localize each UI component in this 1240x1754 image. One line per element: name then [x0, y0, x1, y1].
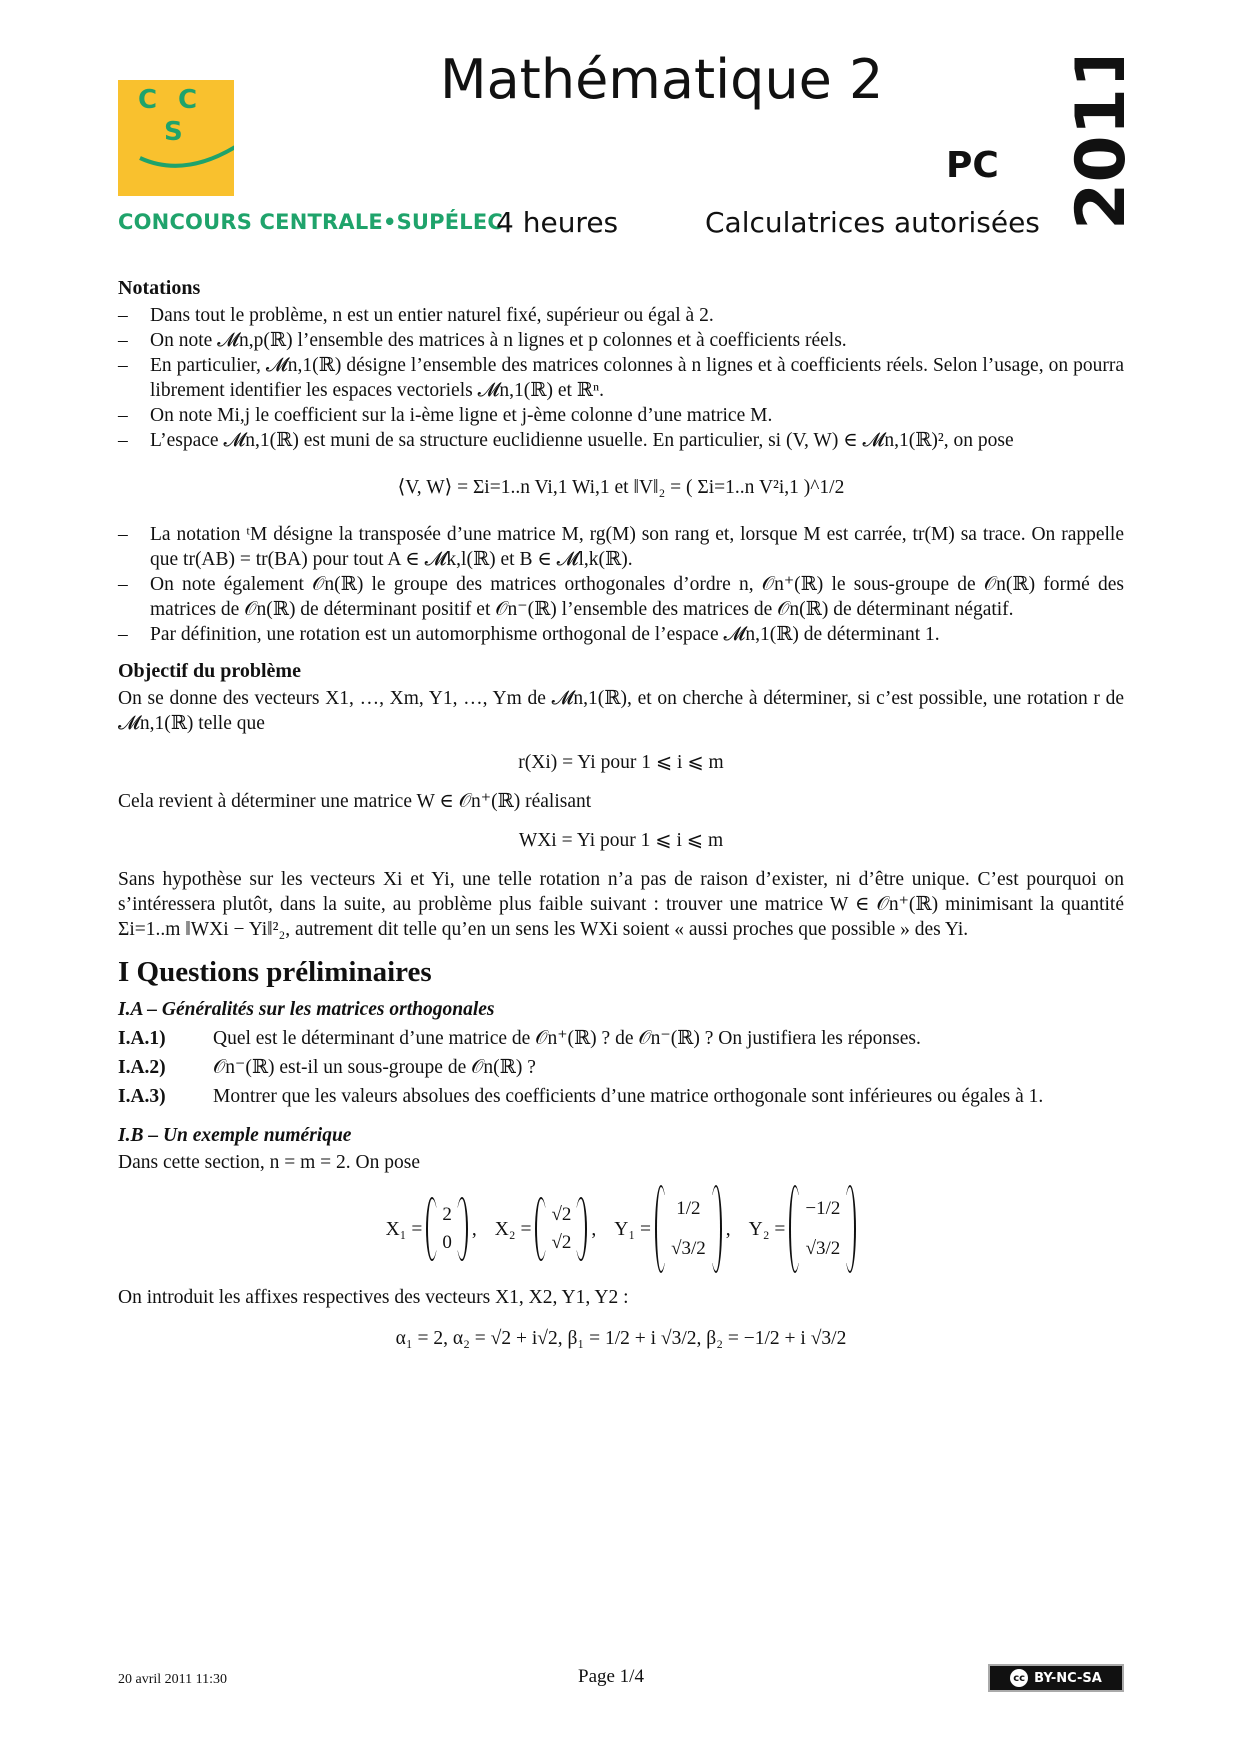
vector [749, 1185, 857, 1273]
vector-definitions [118, 1185, 1124, 1273]
vector-entry: 0 [442, 1232, 452, 1253]
notations-list-2 [118, 522, 1124, 647]
question-number: I.A.3) [118, 1086, 166, 1107]
question [118, 1055, 1124, 1080]
logo-text: CONCOURS CENTRALE•SUPÉLEC [118, 210, 504, 234]
svg-text:2011: 2011 [1062, 58, 1141, 230]
subsection-title-a: I.A – Généralités sur les matrices orthogonales [118, 999, 495, 1020]
vector-entry: 2 [442, 1204, 452, 1225]
track-label: PC [946, 145, 999, 186]
vector-name: Y₂ = [748, 1218, 786, 1240]
vector-entry: √2 [551, 1232, 572, 1253]
page-title: Mathématique 2 [440, 48, 884, 111]
vector-entry: √2 [551, 1204, 572, 1225]
vector-name: Y₁ = [614, 1218, 652, 1240]
section-intro: Dans cette section, n = m = 2. On pose [118, 1152, 420, 1173]
question [118, 1084, 1124, 1109]
equation-2: WXi = Yi pour 1 ⩽ i ⩽ m [518, 830, 724, 851]
question-number: I.A.1) [118, 1028, 166, 1049]
question [118, 1026, 1124, 1051]
page-number: Page 1/4 [578, 1666, 644, 1687]
section-title: I Questions préliminaires [118, 956, 432, 988]
license-text: BY-NC-SA [1034, 1670, 1102, 1686]
duration: 4 heures [496, 206, 619, 239]
vector-name: X₁ = [385, 1218, 423, 1240]
question-text: 𝒪n⁻(ℝ) est-il un sous-groupe de 𝒪n(ℝ) ? [213, 1057, 536, 1078]
vector: Y₁ = 1/2 √3/2 , [614, 1185, 730, 1273]
list-item: – En particulier, 𝓜n,1(ℝ) désigne l’ensemble des matrices colonnes à n lignes et à coefficients réels. Selon l’usage, on pourra librement identifier les espaces vectoriels 𝓜n,1(ℝ) et ℝⁿ. [118, 353, 1124, 403]
vector-entry: −1/2 [805, 1198, 841, 1219]
document-body [118, 268, 1124, 1367]
vector-entry: √3/2 [805, 1238, 841, 1259]
svg-text:S: S [164, 117, 183, 147]
list-item: – On note Mi,j le coefficient sur la i-ème ligne et j-ème colonne d’une matrice M. [118, 403, 1124, 428]
list-item: – Dans tout le problème, n est un entier naturel fixé, supérieur ou égal à 2. [118, 303, 1124, 328]
affixes-formula: α₁ = 2, α₂ = √2 + i√2, β₁ = 1/2 + i √3/2, β₂ = −1/2 + i √3/2 [395, 1328, 847, 1349]
question-number: I.A.2) [118, 1057, 166, 1078]
list-item: – L’espace 𝓜n,1(ℝ) est muni de sa structure euclidienne usuelle. En particulier, si (V, W) ∈ 𝓜n,1(ℝ)², on pose [118, 428, 1124, 453]
list-item: – On note 𝓜n,p(ℝ) l’ensemble des matrices à n lignes et p colonnes et à coefficients réels. [118, 328, 1124, 353]
cc-icon: cc [1010, 1669, 1028, 1687]
notations-heading: Notations [118, 277, 201, 299]
question-text: Montrer que les valeurs absolues des coefficients d’une matrice orthogonale sont inférieures ou égales à 1. [213, 1086, 1044, 1107]
vector-entry: √3/2 [671, 1238, 706, 1259]
list-item: – Par définition, une rotation est un automorphisme orthogonal de l’espace 𝓜n,1(ℝ) de déterminant 1. [118, 622, 1124, 647]
objective-paragraph-3: Sans hypothèse sur les vecteurs Xi et Yi, une telle rotation n’a pas de raison d’exister, ni d’être unique. C’est pourquoi on s’intéressera plutôt, dans la suite, au problème plus faible suivant : trouver une matrice W ∈ 𝒪n⁺(ℝ) minimisant la quantité Σi=1..m ‖WXi − Yi‖²₂, autrement dit telle qu’en un sens les WXi soient « aussi proches que possible » des Yi. [118, 869, 1124, 940]
footer-date: 20 avril 2011 11:30 [118, 1672, 228, 1687]
affixes-intro: On introduit les affixes respectives des vecteurs X1, X2, Y1, Y2 : [118, 1287, 629, 1308]
vector: X₂ = √2 √2 , [495, 1197, 597, 1261]
calculator-note: Calculatrices autorisées [705, 206, 1040, 239]
svg-text:C: C [138, 85, 158, 115]
subsection-title-b: I.B – Un exemple numérique [118, 1125, 352, 1146]
list-item: – La notation ᵗM désigne la transposée d’une matrice M, rg(M) son rang et, lorsque M est carrée, tr(M) sa trace. On rappelle que tr(AB) = tr(BA) pour tout A ∈ 𝓜k,l(ℝ) et B ∈ 𝓜l,k(ℝ). [118, 522, 1124, 572]
equation-1: r(Xi) = Yi pour 1 ⩽ i ⩽ m [518, 752, 724, 773]
vector-name: X₂ = [494, 1218, 532, 1240]
question-text: Quel est le déterminant d’une matrice de 𝒪n⁺(ℝ) ? de 𝒪n⁻(ℝ) ? On justifiera les réponses. [213, 1028, 921, 1049]
objective-paragraph-1: On se donne des vecteurs X1, …, Xm, Y1, …, Ym de 𝓜n,1(ℝ), et on cherche à déterminer, si c’est possible, une rotation r de 𝓜n,1(ℝ) telle que [118, 688, 1124, 734]
svg-text:C: C [178, 85, 198, 115]
vector: X₁ = 2 0 , [386, 1197, 477, 1261]
objective-heading: Objectif du problème [118, 660, 301, 682]
logo-graphic [118, 80, 234, 196]
year-label [1062, 58, 1142, 238]
list-item: – On note également 𝒪n(ℝ) le groupe des matrices orthogonales d’ordre n, 𝒪n⁺(ℝ) le sous-groupe de 𝒪n(ℝ) formé des matrices de 𝒪n(ℝ) de déterminant positif et 𝒪n⁻(ℝ) l’ensemble des matrices de 𝒪n(ℝ) de déterminant négatif. [118, 572, 1124, 622]
notations-list [118, 303, 1124, 453]
inner-product-formula: ⟨V, W⟩ = Σi=1..n Vi,1 Wi,1 et ‖V‖₂ = ( Σi=1..n V²i,1 )^1/2 [397, 477, 845, 498]
vector-entry: 1/2 [676, 1198, 701, 1219]
license-badge [988, 1664, 1124, 1692]
objective-paragraph-2: Cela revient à déterminer une matrice W ∈ 𝒪n⁺(ℝ) réalisant [118, 791, 592, 812]
logo [118, 80, 234, 196]
